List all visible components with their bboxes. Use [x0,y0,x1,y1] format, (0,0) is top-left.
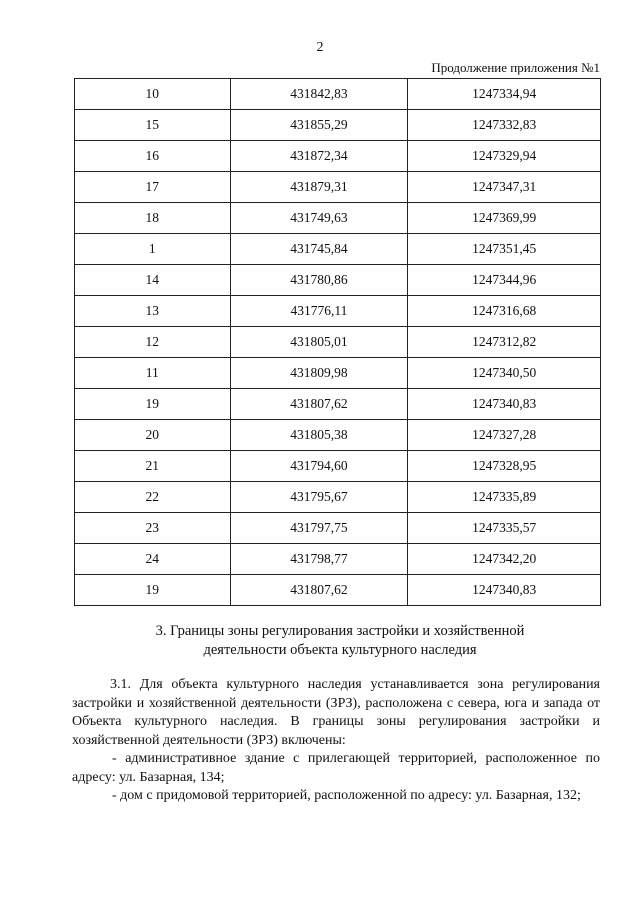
table-row [75,575,601,606]
y-coordinate-cell: 1247344,96 [408,265,601,296]
y-coordinate-cell: 1247332,83 [408,110,601,141]
table-row [75,420,601,451]
x-coordinate-cell: 431776,11 [230,296,408,327]
table-row [75,234,601,265]
y-coordinate-cell: 1247340,83 [408,575,601,606]
y-coordinate-cell: 1247329,94 [408,141,601,172]
y-coordinate-cell: 1247312,82 [408,327,601,358]
x-coordinate-cell: 431809,98 [230,358,408,389]
x-coordinate-cell: 431780,86 [230,265,408,296]
y-coordinate-cell: 1247369,99 [408,203,601,234]
point-number-cell: 14 [75,265,231,296]
table-row [75,358,601,389]
section-heading-line-2: деятельности объекта культурного наследия [203,642,477,658]
y-coordinate-cell: 1247328,95 [408,451,601,482]
point-number-cell: 23 [75,513,231,544]
y-coordinate-cell: 1247342,20 [408,544,601,575]
section-body [72,676,600,806]
table-row [75,203,601,234]
point-number-cell: 18 [75,203,231,234]
x-coordinate-cell: 431798,77 [230,544,408,575]
table-row [75,296,601,327]
point-number-cell: 21 [75,451,231,482]
y-coordinate-cell: 1247340,83 [408,389,601,420]
table-row [75,327,601,358]
y-coordinate-cell: 1247347,31 [408,172,601,203]
coordinates-table [74,78,601,606]
table-row [75,265,601,296]
point-number-cell: 19 [75,575,231,606]
table-row [75,544,601,575]
y-coordinate-cell: 1247340,50 [408,358,601,389]
table-row [75,79,601,110]
table-row [75,482,601,513]
y-coordinate-cell: 1247334,94 [408,79,601,110]
y-coordinate-cell: 1247351,45 [408,234,601,265]
section-paragraph: 3.1. Для объекта культурного наследия устанавливается зона регулирования застройки и хозяйственной деятельности (ЗРЗ), расположена с севера, юга и запада от Объекта культурного наследия. В границы зоны регулирования застройки и хозяйственной деятельности (ЗРЗ) включены: [72,677,600,748]
x-coordinate-cell: 431842,83 [230,79,408,110]
table-row [75,172,601,203]
x-coordinate-cell: 431807,62 [230,389,408,420]
appendix-note: Продолжение приложения №1 [431,60,600,75]
x-coordinate-cell: 431879,31 [230,172,408,203]
y-coordinate-cell: 1247327,28 [408,420,601,451]
point-number-cell: 15 [75,110,231,141]
y-coordinate-cell: 1247316,68 [408,296,601,327]
x-coordinate-cell: 431795,67 [230,482,408,513]
x-coordinate-cell: 431794,60 [230,451,408,482]
table-row [75,451,601,482]
point-number-cell: 13 [75,296,231,327]
list-item: - дом с придомовой территорией, расположенной по адресу: ул. Базарная, 132; [112,788,581,803]
x-coordinate-cell: 431797,75 [230,513,408,544]
table-row [75,513,601,544]
table-row [75,110,601,141]
table-row [75,389,601,420]
x-coordinate-cell: 431872,34 [230,141,408,172]
y-coordinate-cell: 1247335,57 [408,513,601,544]
section-heading-line-1: 3. Границы зоны регулирования застройки и хозяйственной [155,623,525,639]
point-number-cell: 1 [75,234,231,265]
point-number-cell: 20 [75,420,231,451]
x-coordinate-cell: 431807,62 [230,575,408,606]
x-coordinate-cell: 431855,29 [230,110,408,141]
point-number-cell: 11 [75,358,231,389]
point-number-cell: 16 [75,141,231,172]
section-heading [60,622,620,660]
point-number-cell: 17 [75,172,231,203]
point-number-cell: 10 [75,79,231,110]
page-number: 2 [316,40,324,55]
y-coordinate-cell: 1247335,89 [408,482,601,513]
point-number-cell: 12 [75,327,231,358]
point-number-cell: 24 [75,544,231,575]
x-coordinate-cell: 431749,63 [230,203,408,234]
x-coordinate-cell: 431805,01 [230,327,408,358]
point-number-cell: 22 [75,482,231,513]
point-number-cell: 19 [75,389,231,420]
x-coordinate-cell: 431745,84 [230,234,408,265]
table-row [75,141,601,172]
list-item: - административное здание с прилегающей территорией, расположенное по адресу: ул. Базарная, 134; [72,751,600,785]
x-coordinate-cell: 431805,38 [230,420,408,451]
